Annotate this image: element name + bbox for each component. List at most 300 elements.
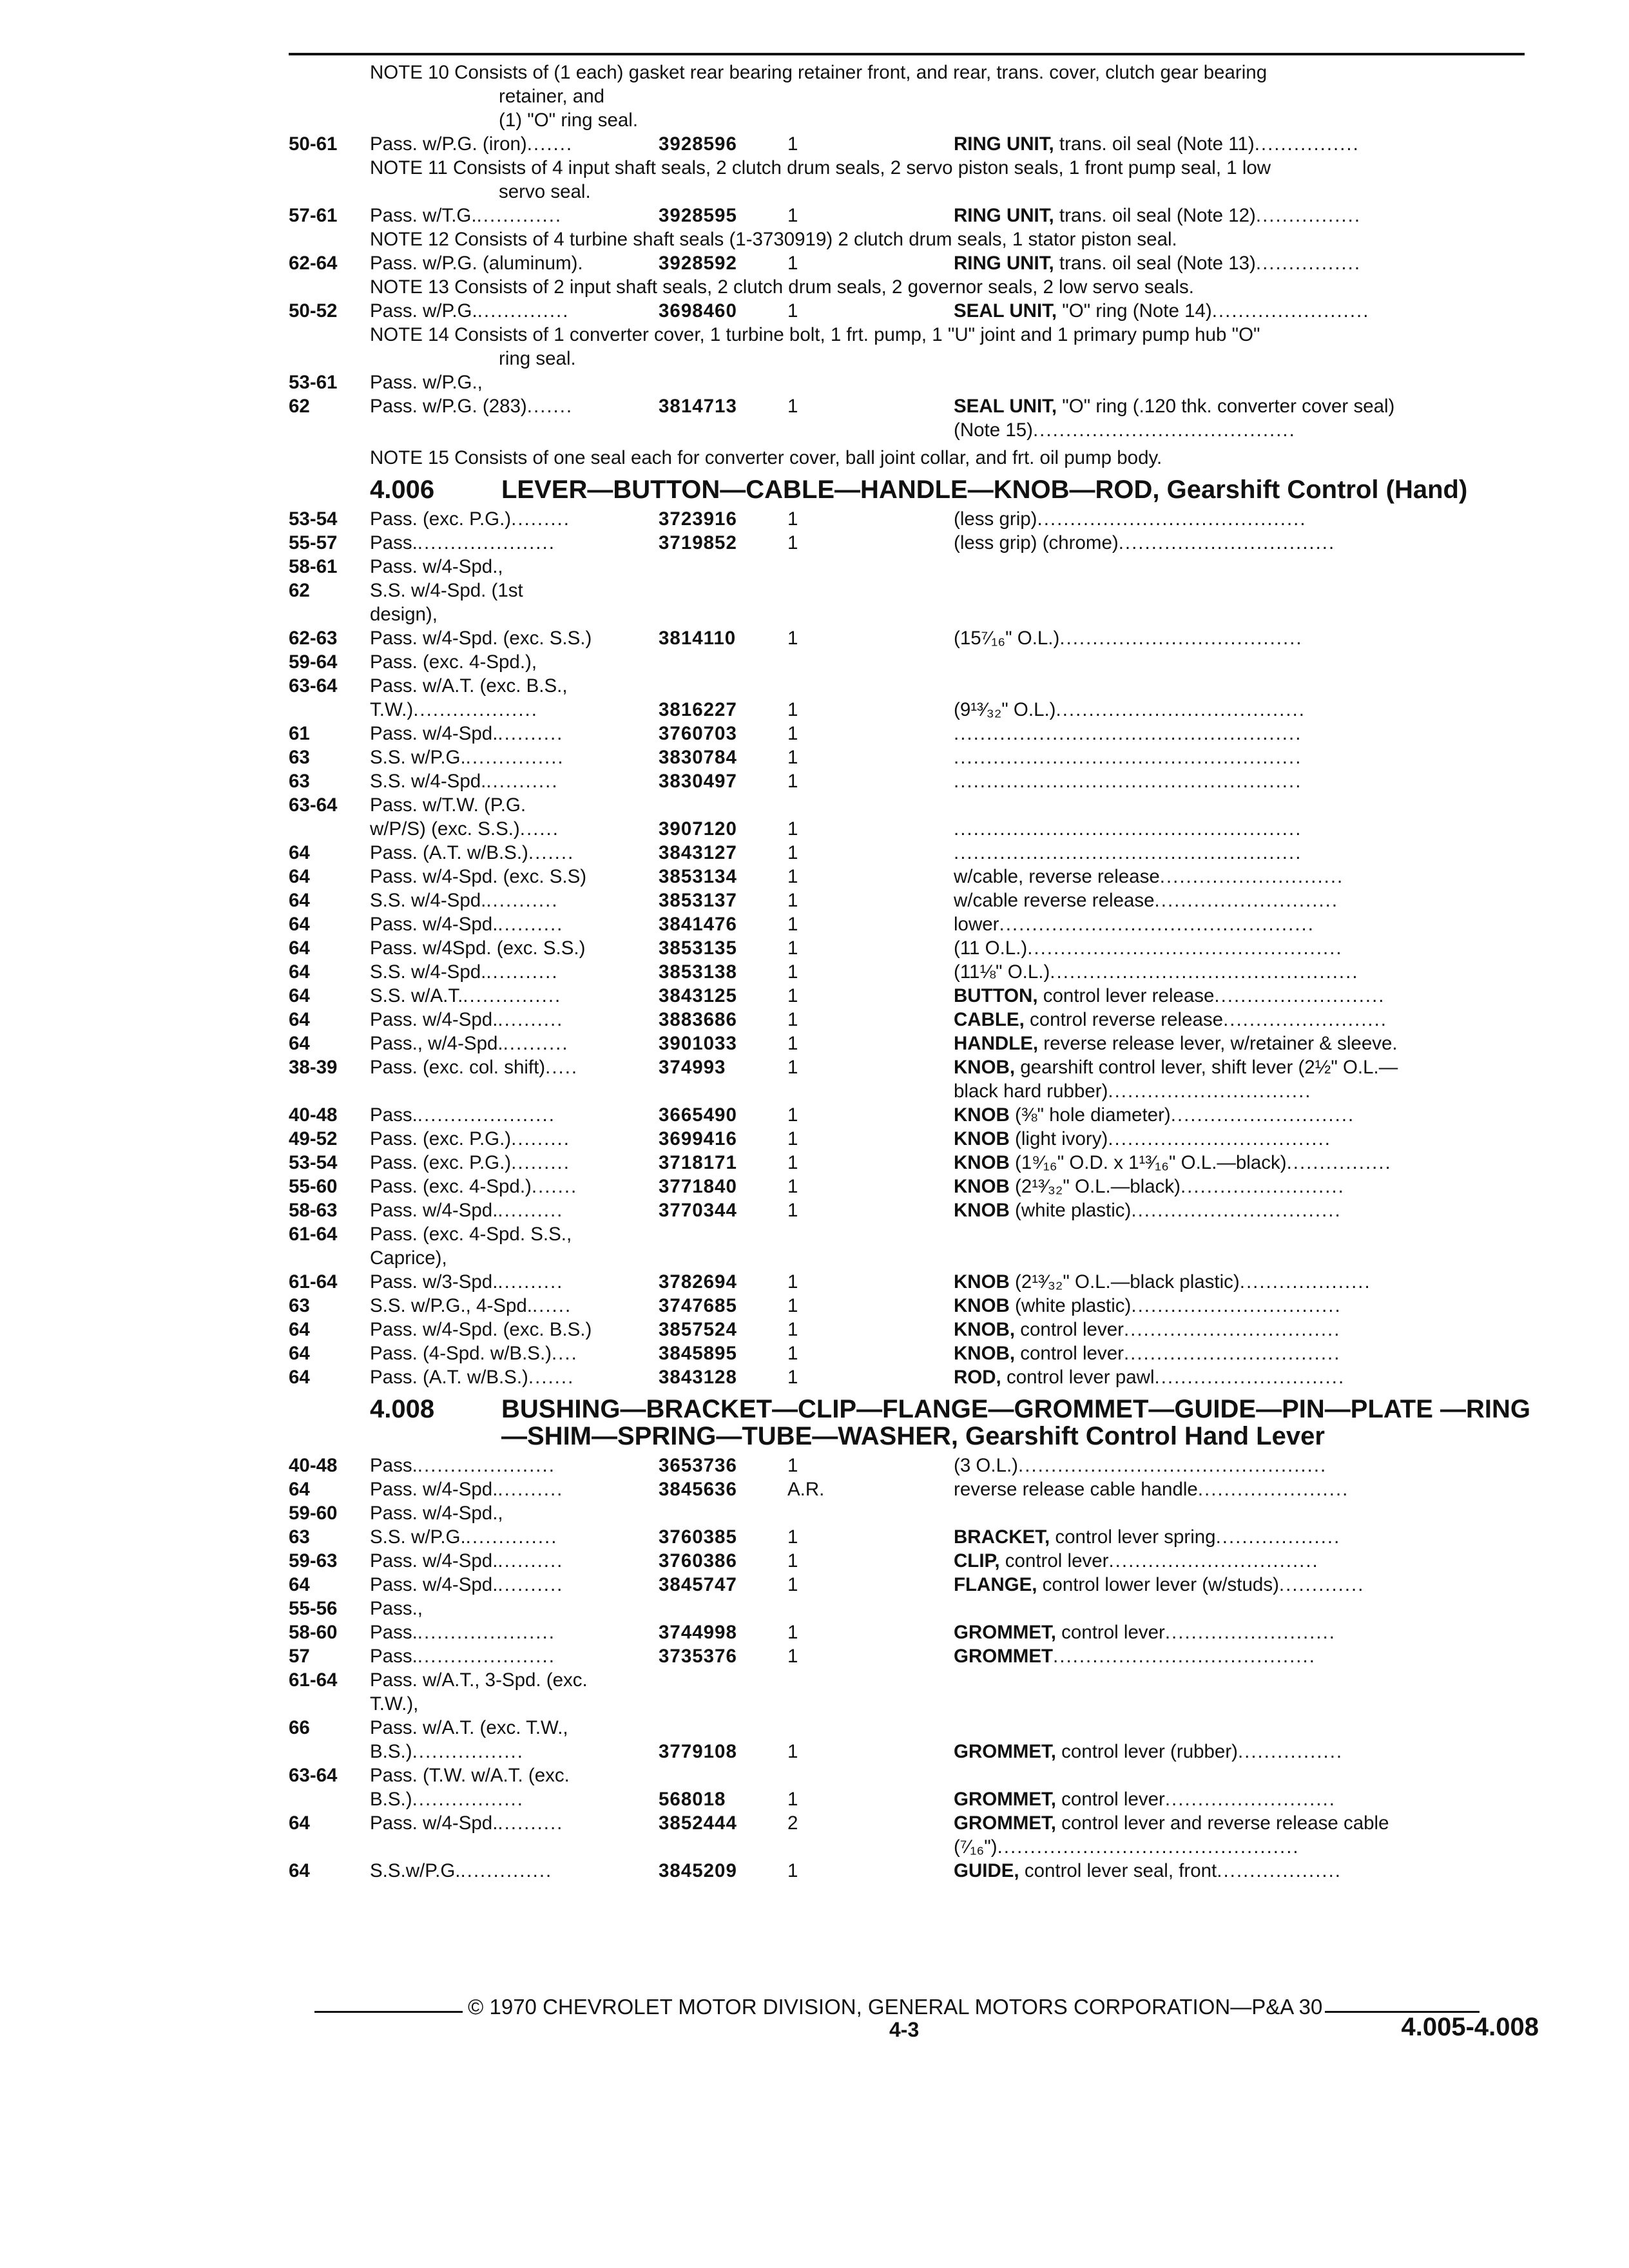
description-text: Pass. w/A.T. (exc. B.S.,	[370, 675, 568, 697]
table-row	[289, 1597, 1545, 1620]
description-text: T.W.)	[370, 699, 414, 720]
part-name-bold: GROMMET,	[954, 1789, 1056, 1810]
part-number: 3853137	[659, 890, 737, 911]
leader-dots: .................................	[1123, 1343, 1341, 1364]
model-years: 62	[289, 580, 310, 601]
part-name	[954, 722, 1545, 745]
part-name	[954, 1294, 1545, 1318]
vehicle-description	[370, 626, 659, 650]
leader-dots: ..........................	[1164, 1622, 1336, 1643]
vehicle-description	[370, 1787, 659, 1811]
quantity: 1	[787, 396, 798, 417]
description-text: Pass. w/4Spd. (exc. S.S.)	[370, 937, 586, 959]
description-text: Pass. (4-Spd. w/B.S.)	[370, 1343, 552, 1364]
leader-dots: .	[1392, 1033, 1399, 1054]
part-name-text: reverse release lever, w/retainer & sleeve	[1038, 1033, 1393, 1054]
vehicle-description	[370, 1692, 659, 1716]
part-name	[954, 251, 1545, 275]
quantity: A.R.	[787, 1479, 825, 1500]
description-text: Pass. w/4-Spd. (exc. S.S.)	[370, 628, 592, 649]
quantity: 1	[787, 253, 798, 274]
vehicle-description	[370, 1198, 659, 1222]
table-row	[289, 769, 1545, 793]
part-name	[954, 1055, 1545, 1079]
leader-dots: .............................	[1154, 1367, 1345, 1388]
description-text: Pass. (exc. 4-Spd.),	[370, 651, 537, 673]
leader-dots: ...........	[486, 771, 559, 792]
table-row	[289, 1763, 1545, 1787]
description-text: Pass. w/4-Spd.,	[370, 1503, 503, 1524]
table-row	[289, 674, 1545, 698]
table-row	[289, 394, 1545, 418]
description-text: S.S. w/P.G., 4-Spd.	[370, 1295, 532, 1316]
description-text: Pass. w/3-Spd.	[370, 1271, 498, 1293]
quantity: 1	[787, 1741, 798, 1762]
part-number: 3830497	[659, 771, 737, 792]
leader-dots: ....................	[1239, 1271, 1371, 1293]
vehicle-description	[370, 579, 659, 602]
description-text: Pass. w/P.G. (iron)	[370, 133, 527, 155]
leader-dots: ..........	[497, 1200, 564, 1221]
part-name	[954, 132, 1545, 156]
table-row	[289, 1341, 1545, 1365]
vehicle-description	[370, 1859, 659, 1883]
leader-dots: ..........................	[1214, 985, 1385, 1006]
table-row	[289, 1318, 1545, 1341]
footer-rule-left	[314, 2011, 463, 2013]
table-row	[289, 889, 1545, 912]
part-number: 3782694	[659, 1271, 737, 1293]
note-line: NOTE 13 Consists of 2 input shaft seals, 2 clutch drum seals, 2 governor seals, 2 low servo seals.	[370, 276, 1194, 298]
part-number: 3665490	[659, 1104, 737, 1126]
table-row	[289, 1740, 1545, 1763]
note-n12	[370, 227, 1545, 251]
description-text: Pass.,	[370, 1598, 423, 1619]
part-number: 3814713	[659, 396, 737, 417]
part-name-bold: CLIP,	[954, 1550, 1000, 1571]
note-n15	[370, 446, 1545, 470]
quantity: 1	[787, 1789, 798, 1810]
model-years: 64	[289, 985, 310, 1006]
table-row	[289, 1103, 1545, 1127]
description-text: w/P/S) (exc. S.S.)	[370, 818, 520, 840]
table-row	[289, 299, 1545, 323]
leader-dots: .........	[511, 508, 570, 530]
model-years: 64	[289, 842, 310, 863]
part-name-bold: RING UNIT,	[954, 205, 1054, 226]
part-name	[954, 1175, 1545, 1198]
table-row	[289, 370, 1545, 394]
part-name	[954, 1859, 1545, 1883]
table-row	[289, 650, 1545, 674]
part-number: 3744998	[659, 1622, 737, 1643]
vehicle-description	[370, 1175, 659, 1198]
model-years: 59-63	[289, 1550, 338, 1571]
model-years: 63	[289, 771, 310, 792]
note-line: ring seal.	[499, 348, 576, 369]
part-name	[954, 1198, 1545, 1222]
table-row	[289, 1032, 1545, 1055]
leader-dots: .............	[1278, 1574, 1365, 1595]
leader-dots: ........................	[1211, 300, 1370, 322]
footer-copyright-line	[314, 1995, 1539, 2019]
leader-dots: ...........	[486, 961, 559, 983]
leader-dots: ..........	[497, 1271, 564, 1293]
description-text: Pass.	[370, 1455, 418, 1476]
description-text: Pass. w/P.G.,	[370, 372, 483, 393]
part-number: 3901033	[659, 1033, 737, 1054]
leader-dots: ............................	[1159, 866, 1344, 887]
part-name-text: trans. oil seal (Note 13)	[1054, 253, 1256, 274]
part-name-text: control reverse release	[1024, 1009, 1224, 1030]
note-n10	[370, 61, 1545, 132]
leader-dots: ..............	[477, 300, 570, 322]
part-name	[954, 1008, 1545, 1032]
description-text: Pass. (exc. col. shift)	[370, 1057, 546, 1078]
part-name-text: trans. oil seal (Note 12)	[1054, 205, 1256, 226]
table-row	[289, 793, 1545, 817]
vehicle-description	[370, 204, 659, 227]
vehicle-description	[370, 1055, 659, 1079]
model-years: 61-64	[289, 1271, 338, 1293]
vehicle-description	[370, 1573, 659, 1597]
vehicle-description	[370, 745, 659, 769]
part-number: 3843128	[659, 1367, 737, 1388]
vehicle-description	[370, 370, 659, 394]
description-text: Pass. w/4-Spd. (exc. S.S)	[370, 866, 587, 887]
description-text: Pass. w/4-Spd.	[370, 1550, 498, 1571]
part-number: 3698460	[659, 300, 737, 322]
model-years: 64	[289, 1367, 310, 1388]
vehicle-description	[370, 1549, 659, 1573]
description-text: T.W.),	[370, 1693, 419, 1715]
quantity: 1	[787, 771, 798, 792]
note-line: (1) "O" ring seal.	[499, 110, 639, 131]
part-name	[954, 394, 1545, 418]
leader-dots: .......	[526, 396, 574, 417]
part-number: 3760703	[659, 723, 737, 744]
table-row	[289, 579, 1545, 602]
part-number: 3907120	[659, 818, 737, 840]
note-line: servo seal.	[499, 181, 591, 202]
part-number: 374993	[659, 1057, 726, 1078]
leader-dots: ................................	[1131, 1200, 1342, 1221]
description-text: Pass. (A.T. w/B.S.)	[370, 1367, 528, 1388]
part-name-text: (3 O.L.)	[954, 1455, 1018, 1476]
part-number: 3735376	[659, 1646, 737, 1667]
part-name	[954, 418, 1545, 442]
part-name-bold: RING UNIT,	[954, 133, 1054, 155]
part-name-text: w/cable, reverse release	[954, 866, 1160, 887]
vehicle-description	[370, 841, 659, 865]
leader-dots: .......	[528, 1367, 575, 1388]
quantity: 1	[787, 1343, 798, 1364]
part-number: 3816227	[659, 699, 737, 720]
description-text: Pass. (T.W. w/A.T. (exc.	[370, 1765, 570, 1786]
leader-dots: ...............	[463, 985, 562, 1006]
vehicle-description	[370, 1597, 659, 1620]
leader-dots: ...............................................	[1018, 1455, 1327, 1476]
part-number: 568018	[659, 1789, 726, 1810]
leader-dots: .......................	[1197, 1479, 1349, 1500]
part-name	[954, 1318, 1545, 1341]
table-row	[289, 912, 1545, 936]
description-text: Pass.	[370, 532, 418, 553]
description-text: B.S.)	[370, 1789, 412, 1810]
quantity: 1	[787, 532, 798, 553]
quantity: 1	[787, 1009, 798, 1030]
description-text: S.S. w/4-Spd. (1st	[370, 580, 523, 601]
part-name	[954, 204, 1545, 227]
part-name-bold: KNOB,	[954, 1343, 1016, 1364]
description-text: Pass. w/4-Spd.	[370, 723, 498, 744]
quantity: 1	[787, 1271, 798, 1293]
description-text: Pass. w/4-Spd.,	[370, 556, 503, 577]
vehicle-description	[370, 1740, 659, 1763]
leader-dots: ...............................	[1108, 1081, 1312, 1102]
part-number: 3830784	[659, 747, 737, 768]
table-row	[289, 1811, 1545, 1835]
note-line: retainer, and	[499, 86, 605, 107]
part-name-text: control lever	[1055, 1789, 1165, 1810]
table-row	[289, 1644, 1545, 1668]
leader-dots: ......	[532, 1295, 572, 1316]
description-text: Caprice),	[370, 1247, 447, 1269]
model-years: 53-54	[289, 508, 338, 530]
quantity: 1	[787, 723, 798, 744]
vehicle-description	[370, 889, 659, 912]
table-row	[289, 1668, 1545, 1692]
quantity: 1	[787, 1367, 798, 1388]
model-years: 57	[289, 1646, 310, 1667]
leader-dots: ......	[519, 818, 559, 840]
table-row	[289, 1151, 1545, 1175]
quantity: 1	[787, 818, 798, 840]
part-name-text: control lower lever (w/studs)	[1037, 1574, 1279, 1595]
part-name-text: "O" ring (.120 thk. converter cover seal)	[1057, 396, 1395, 417]
vehicle-description	[370, 1668, 659, 1692]
part-number: 3853135	[659, 937, 737, 959]
part-number: 3883686	[659, 1009, 737, 1030]
leader-dots: ..........	[497, 1550, 564, 1571]
vehicle-description	[370, 1008, 659, 1032]
model-years: 53-61	[289, 372, 338, 393]
leader-dots: ..........	[497, 1009, 564, 1030]
leader-dots: ...................	[413, 699, 538, 720]
table-row	[289, 1270, 1545, 1294]
table-row	[289, 132, 1545, 156]
part-name-text: trans. oil seal (Note 11)	[1054, 133, 1255, 155]
leader-dots: ................	[1255, 205, 1362, 226]
vehicle-description	[370, 865, 659, 889]
model-years: 63	[289, 1526, 310, 1548]
table-row	[289, 865, 1545, 889]
model-years: 55-57	[289, 532, 338, 553]
section-number: 4.008	[370, 1395, 435, 1423]
quantity: 1	[787, 1622, 798, 1643]
table-row	[289, 1055, 1545, 1079]
part-name	[954, 507, 1545, 531]
vehicle-description	[370, 555, 659, 579]
leader-dots: ..............	[465, 1526, 558, 1548]
part-name-bold: SEAL UNIT,	[954, 396, 1057, 417]
table-row	[289, 1716, 1545, 1740]
table-row	[289, 1620, 1545, 1644]
model-years: 62	[289, 396, 310, 417]
part-name	[954, 1620, 1545, 1644]
leader-dots: ...............	[465, 747, 564, 768]
part-name-text: control lever and reverse release cable	[1055, 1812, 1389, 1834]
part-name-text: gearshift control lever, shift lever (2½" O.L.—	[1015, 1057, 1398, 1078]
part-number: 3841476	[659, 914, 737, 935]
vehicle-description	[370, 650, 659, 674]
description-text: Pass. w/4-Spd.	[370, 1574, 498, 1595]
part-number: 3747685	[659, 1295, 737, 1316]
part-name	[954, 960, 1545, 984]
part-name	[954, 1151, 1545, 1175]
part-name-bold: BUTTON,	[954, 985, 1038, 1006]
part-name-bold: KNOB	[954, 1176, 1010, 1197]
model-years: 58-61	[289, 556, 338, 577]
table-row	[289, 626, 1545, 650]
note-n11	[370, 156, 1545, 204]
vehicle-description	[370, 531, 659, 555]
part-number: 3653736	[659, 1455, 737, 1476]
quantity: 1	[787, 866, 798, 887]
vehicle-description	[370, 1525, 659, 1549]
description-text: Pass. w/P.G. (aluminum)	[370, 253, 578, 274]
parts-catalog-page	[289, 61, 1545, 1883]
vehicle-description	[370, 1270, 659, 1294]
part-name-text: (1⁹⁄₁₆" O.D. x 1¹³⁄₁₆" O.L.—black)	[1009, 1152, 1287, 1173]
leader-dots: .........................	[1180, 1176, 1345, 1197]
description-text: Pass. w/4-Spd.	[370, 914, 498, 935]
part-number: 3845747	[659, 1574, 737, 1595]
part-name-text: (9¹³⁄₃₂" O.L.)	[954, 699, 1056, 720]
part-name	[954, 1811, 1545, 1835]
table-row	[289, 531, 1545, 555]
part-name	[954, 1127, 1545, 1151]
part-number: 3779108	[659, 1741, 737, 1762]
leader-dots: ..........	[497, 723, 564, 744]
quantity: 1	[787, 699, 798, 720]
section-title: BUSHING—BRACKET—CLIP—FLANGE—GROMMET—GUIDE—PIN—PLATE —RING—SHIM—SPRING—TUBE—WASHER, Gearshift Control Hand Lever	[501, 1395, 1531, 1450]
quantity: 1	[787, 1057, 798, 1078]
model-years: 64	[289, 1033, 310, 1054]
part-name	[954, 745, 1545, 769]
part-name	[954, 1032, 1545, 1055]
table-row	[289, 1692, 1545, 1716]
quantity: 1	[787, 890, 798, 911]
model-years: 59-60	[289, 1503, 338, 1524]
quantity: 2	[787, 1812, 798, 1834]
description-text: Pass. (exc. 4-Spd.)	[370, 1176, 532, 1197]
quantity: 1	[787, 747, 798, 768]
vehicle-description	[370, 1318, 659, 1341]
quantity: 1	[787, 1033, 798, 1054]
part-name	[954, 1365, 1545, 1389]
part-name	[954, 936, 1545, 960]
leader-dots: .....................................................	[954, 842, 1302, 863]
description-text: Pass. w/T.W. (P.G.	[370, 794, 526, 816]
vehicle-description	[370, 251, 659, 275]
description-text: Pass. (exc. P.G.)	[370, 508, 512, 530]
description-text: S.S. w/4-Spd.	[370, 771, 487, 792]
leader-dots: ............................	[1170, 1104, 1355, 1126]
vehicle-description	[370, 602, 659, 626]
quantity: 1	[787, 1152, 798, 1173]
leader-dots: .....................	[417, 532, 555, 553]
part-name-bold: KNOB,	[954, 1057, 1016, 1078]
model-years: 63	[289, 747, 310, 768]
quantity: 1	[787, 842, 798, 863]
quantity: 1	[787, 1200, 798, 1221]
description-text: S.S. w/4-Spd.	[370, 961, 487, 983]
vehicle-description	[370, 1644, 659, 1668]
part-name-bold: KNOB	[954, 1200, 1010, 1221]
part-name-bold: GROMMET,	[954, 1741, 1056, 1762]
vehicle-description	[370, 507, 659, 531]
description-text: Pass. w/T.G.	[370, 205, 477, 226]
part-name-text: "O" ring (Note 14)	[1057, 300, 1212, 322]
section-number: 4.006	[370, 476, 435, 504]
part-name	[954, 1835, 1545, 1859]
leader-dots: ..........	[503, 1033, 569, 1054]
part-name-bold: GROMMET,	[954, 1622, 1056, 1643]
part-name-text: w/cable reverse release	[954, 890, 1155, 911]
table-row	[289, 1294, 1545, 1318]
description-text: Pass. w/4-Spd.	[370, 1009, 498, 1030]
vehicle-description	[370, 1365, 659, 1389]
description-text: design),	[370, 604, 438, 625]
part-number: 3845895	[659, 1343, 737, 1364]
leader-dots: ................................	[1108, 1550, 1319, 1571]
vehicle-description	[370, 1811, 659, 1835]
part-name	[954, 1270, 1545, 1294]
section-title: LEVER—BUTTON—CABLE—HANDLE—KNOB—ROD, Gearshift Control (Hand)	[501, 476, 1468, 504]
vehicle-description	[370, 1294, 659, 1318]
part-name	[954, 531, 1545, 555]
part-name-bold: KNOB	[954, 1104, 1010, 1126]
quantity: 1	[787, 628, 798, 649]
part-number: 3843125	[659, 985, 737, 1006]
model-years: 64	[289, 1860, 310, 1881]
description-text: B.S.)	[370, 1741, 412, 1762]
part-name-text: black hard rubber)	[954, 1081, 1108, 1102]
part-name-bold: KNOB	[954, 1295, 1010, 1316]
model-years: 50-61	[289, 133, 338, 155]
model-years: 40-48	[289, 1104, 338, 1126]
part-name	[954, 299, 1545, 323]
part-name	[954, 1525, 1545, 1549]
part-name-text: (white plastic)	[1009, 1295, 1132, 1316]
note-line: NOTE 12 Consists of 4 turbine shaft seals (1-3730919) 2 clutch drum seals, 1 stator piston seal.	[370, 229, 1177, 250]
leader-dots: ..........	[497, 914, 564, 935]
leader-dots: .......	[528, 842, 575, 863]
leader-dots: .........................	[1223, 1009, 1387, 1030]
quantity: 1	[787, 133, 798, 155]
vehicle-description	[370, 1127, 659, 1151]
part-name-bold: RING UNIT,	[954, 253, 1054, 274]
description-text: Pass. w/4-Spd.	[370, 1812, 498, 1834]
vehicle-description	[370, 1716, 659, 1740]
vehicle-description	[370, 793, 659, 817]
quantity: 1	[787, 1646, 798, 1667]
part-number: 3719852	[659, 532, 737, 553]
part-name-bold: HANDLE,	[954, 1033, 1039, 1054]
vehicle-description	[370, 1032, 659, 1055]
model-years: 40-48	[289, 1455, 338, 1476]
